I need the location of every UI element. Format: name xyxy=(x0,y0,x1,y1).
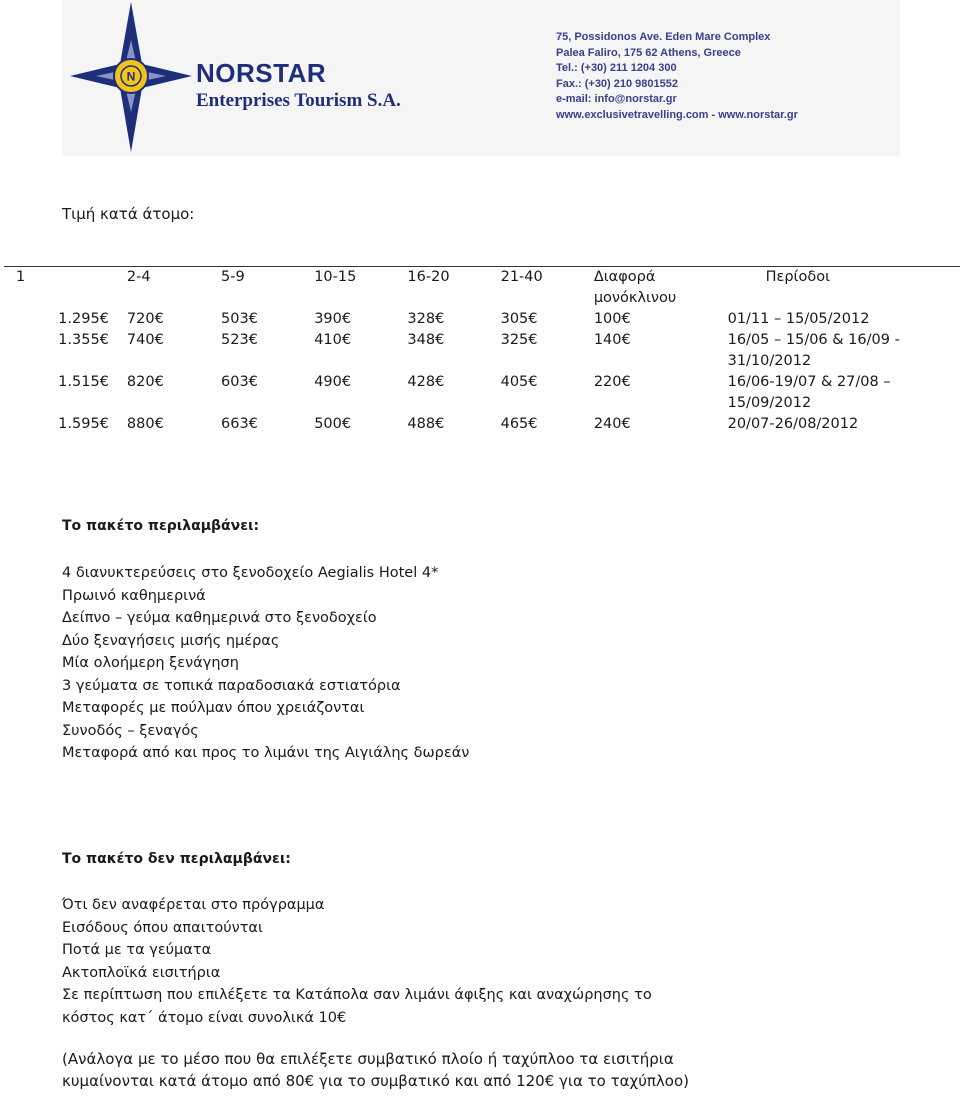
table-cell: 465€ xyxy=(500,416,538,432)
header-cell: 16-20 xyxy=(407,269,450,285)
table-row xyxy=(4,330,960,372)
table-cell: 490€ xyxy=(314,374,352,390)
list-item: Δύο ξεναγήσεις μισής ημέρας xyxy=(62,632,280,649)
list-item: Μεταφορά από και προς το λιμάνι της Αιγιάλης δωρεάν xyxy=(62,745,470,761)
table-row xyxy=(4,414,960,435)
contact-line: Fax.: (+30) 210 9801552 xyxy=(556,77,679,90)
header-cell: Διαφορά μονόκλινου xyxy=(593,269,677,306)
header-cell: 5-9 xyxy=(221,269,245,285)
table-cell: 720€ xyxy=(126,311,164,327)
company-subtitle: Enterprises Tourism S.A. xyxy=(196,90,401,111)
table-cell: 390€ xyxy=(314,311,352,327)
company-name: NORSTAR xyxy=(196,58,327,88)
table-cell: 428€ xyxy=(407,374,445,390)
list-item: κόστος κατ΄ άτομο είναι συνολικά 10€ xyxy=(62,1009,347,1026)
table-cell: 488€ xyxy=(407,416,445,432)
list-item: Πρωινό καθημερινά xyxy=(62,587,206,604)
table-cell: 100€ xyxy=(593,311,631,327)
header-cell: 10-15 xyxy=(314,269,357,285)
table-cell: 603€ xyxy=(221,374,258,390)
excludes-title: Το πακέτο δεν περιλαμβάνει: xyxy=(62,851,291,867)
list-item: Μεταφορές με πούλμαν όπου χρειάζονται xyxy=(62,700,365,716)
header-cell: 2-4 xyxy=(126,269,151,285)
list-item: 4 διανυκτερεύσεις στο ξενοδοχείο Aegialis Hotel 4* xyxy=(62,565,439,581)
price-table xyxy=(4,266,960,435)
table-cell: 01/11 – 15/05/2012 xyxy=(727,311,870,327)
header-cell: Περίοδοι xyxy=(765,269,830,285)
table-cell: 740€ xyxy=(126,332,164,348)
excludes-list xyxy=(62,894,652,1029)
contact-line: www.exclusivetravelling.com - www.norstar.gr xyxy=(556,108,798,121)
list-item: Ότι δεν αναφέρεται στο πρόγραμμα xyxy=(62,897,325,913)
norstar-star-logo-icon xyxy=(68,0,194,156)
price-table-header-row xyxy=(4,267,960,310)
list-item: Συνοδός – ξεναγός xyxy=(62,722,199,739)
table-cell: 325€ xyxy=(500,332,538,348)
contact-info xyxy=(556,30,798,123)
table-cell: 240€ xyxy=(593,416,631,432)
table-cell: 16/06-19/07 & 27/08 – 15/09/2012 xyxy=(727,374,891,411)
table-cell: 1.595€ xyxy=(58,416,109,432)
table-row xyxy=(4,372,960,414)
ferry-note xyxy=(62,1048,822,1092)
table-cell: 503€ xyxy=(221,311,258,327)
table-cell: 348€ xyxy=(407,332,445,348)
list-item: Εισόδους όπου απαιτούνται xyxy=(62,919,263,936)
table-cell: 880€ xyxy=(126,416,164,432)
table-cell: 328€ xyxy=(407,311,445,327)
contact-line: 75, Possidonos Ave. Eden Mare Complex xyxy=(556,31,771,43)
letterhead xyxy=(62,0,900,156)
price-title: Τιμή κατά άτομο: xyxy=(62,205,195,223)
note-line: κυμαίνονται κατά άτομο από 80€ για το συμβατικό και από 120€ για το ταχύπλοο) xyxy=(62,1072,689,1090)
table-cell: 1.355€ xyxy=(58,332,109,348)
contact-line: e-mail: info@norstar.gr xyxy=(556,93,677,105)
logo-letter: N xyxy=(126,69,136,84)
note-line: (Ανάλογα με το μέσο που θα επιλέξετε συμβατικό πλοίο ή ταχύπλοο τα εισιτήρια xyxy=(62,1050,674,1068)
list-item: Ακτοπλοϊκά εισιτήρια xyxy=(62,964,221,981)
table-cell: 663€ xyxy=(221,416,258,432)
table-cell: 1.515€ xyxy=(58,374,109,390)
table-cell: 523€ xyxy=(221,332,258,348)
table-cell: 405€ xyxy=(500,374,538,390)
list-item: Ποτά με τα γεύματα xyxy=(62,942,212,958)
list-item: 3 γεύματα σε τοπικά παραδοσιακά εστιατόρια xyxy=(62,677,401,694)
contact-line: Palea Faliro, 175 62 Athens, Greece xyxy=(556,46,741,59)
includes-list xyxy=(62,562,469,765)
table-cell: 220€ xyxy=(593,374,631,390)
includes-title: Το πακέτο περιλαμβάνει: xyxy=(62,518,260,534)
table-row xyxy=(4,309,960,330)
table-cell: 1.295€ xyxy=(58,311,109,327)
table-cell: 140€ xyxy=(593,332,631,348)
table-cell: 410€ xyxy=(314,332,352,348)
table-cell: 820€ xyxy=(126,374,164,390)
header-cell: 21-40 xyxy=(500,269,543,285)
list-item: Δείπνο – γεύμα καθημερινά στο ξενοδοχείο xyxy=(62,610,377,626)
table-cell: 500€ xyxy=(314,416,352,432)
list-item: Μία ολοήμερη ξενάγηση xyxy=(62,655,239,671)
table-cell: 305€ xyxy=(500,311,538,327)
table-cell: 20/07-26/08/2012 xyxy=(727,416,859,432)
table-cell: 16/05 – 15/06 & 16/09 - 31/10/2012 xyxy=(727,332,900,369)
contact-line: Tel.: (+30) 211 1204 300 xyxy=(556,62,677,74)
list-item: Σε περίπτωση που επιλέξετε τα Κατάπολα σαν λιμάνι άφιξης και αναχώρησης το xyxy=(62,987,652,1003)
header-cell: 1 xyxy=(16,269,26,285)
